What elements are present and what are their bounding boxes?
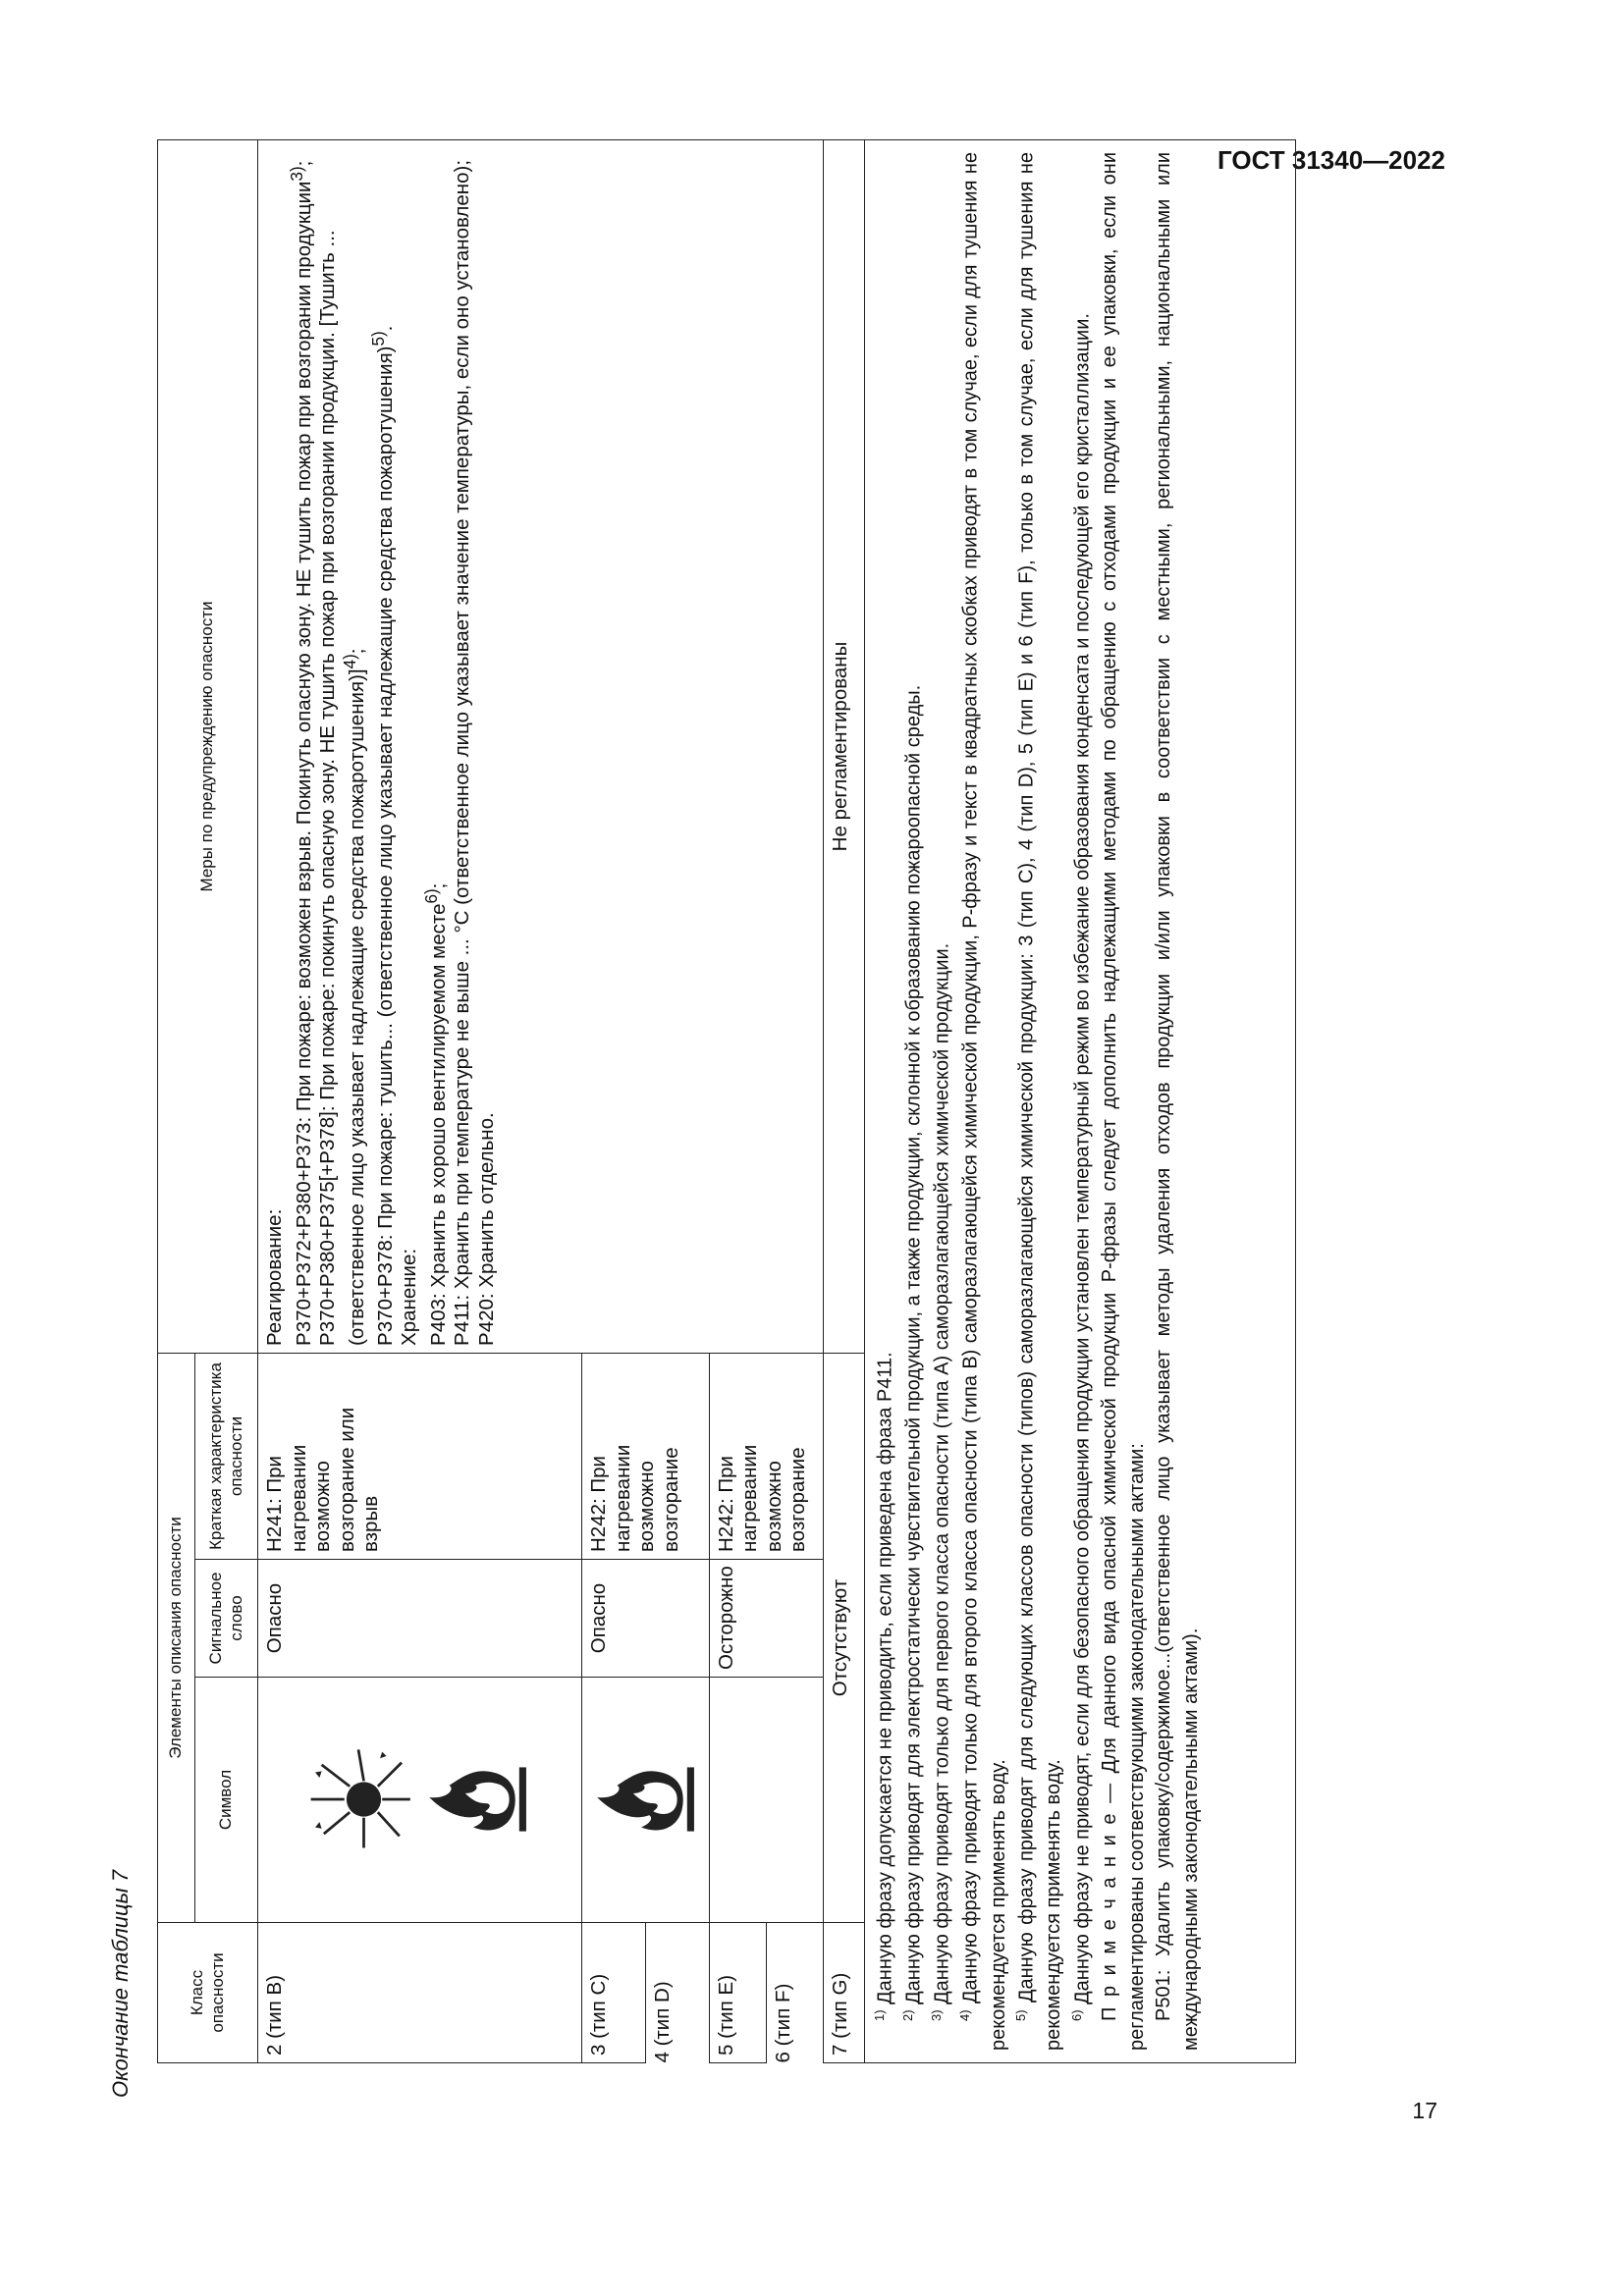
precaution-measures-cell (258, 140, 824, 1354)
class-7-cell: 7 (тип G) (823, 1923, 864, 2063)
header-symbol: Символ (195, 1678, 258, 1923)
measure-reaction-label: Реагирование: (263, 1208, 286, 1346)
exploding-bomb-icon (304, 1746, 412, 1854)
class-2-cell: 2 (тип B) (258, 1923, 582, 2063)
header-class: Класс опасности (158, 1923, 258, 2063)
measures-not-regulated-cell: Не регламентированы (823, 140, 864, 1354)
class-6-cell: 6 (тип F) (766, 1923, 823, 2063)
measure-p370-p380-p375: P370+P380+P375[+P378]: При пожаре: покинуть опасную зону. НЕ тушить пожар при возгорании продукции. [Тушить ... (ответственное лицо указывает надлежащие средства пожаротушения)]$^{4)}$; (316, 230, 368, 1346)
footnote-1: $^{1)}$ Данную фразу допускается не приводить, если приведена фраза P411. (871, 1352, 896, 2021)
signal-word-class-2: Опасно (258, 1560, 582, 1678)
table-note: П р и м е ч а н и е — Для данного вида опасной химической продукции Р-фразы следует дополнить надлежащими методами по обращению с отходами продукции и ее упаковки, если они регламентированы соответствующими законодательными актами: (1099, 152, 1148, 2051)
p501-note: Р501: Удалить упаковку/содержимое...(ответственное лицо указывает методы удаления отходов продукции и/или упаковки в соответствии с местными, региональными, национальными или международными законодательными актами). (1153, 152, 1203, 2051)
flame-icon (419, 1749, 529, 1851)
footnote-3: $^{3)}$ Данную фразу приводят только для первого класса опасности (типа А) саморазлагающейся химической продукции. (929, 942, 953, 2021)
flame-icon (587, 1749, 697, 1851)
page-number: 17 (1412, 2098, 1437, 2123)
header-signal-word: Сигнальное слово (195, 1560, 258, 1678)
class-3-cell: 3 (тип C) (582, 1923, 646, 2063)
header-measures: Меры по предупреждению опасности (158, 140, 258, 1354)
symbol-explosion-flame-cell (258, 1678, 582, 1923)
footnote-6: $^{6)}$ Данную фразу не приводят, если для безопасного обращения продукции установлен температурный режим во избежание образования конденсата и последующей его кристаллизации. (1069, 313, 1094, 2021)
hazard-statement-class-5-6: H242: При нагревании возможно возгорание (709, 1353, 823, 1559)
measure-p420: P420: Хранить отдельно. (475, 1112, 499, 1346)
class-4-cell: 4 (тип D) (645, 1923, 709, 2063)
elements-absent-cell: Отсутствуют (823, 1353, 864, 1922)
measure-p370-p378: P370+P378: При пожаре: тушить... (ответственное лицо указывает надлежащие средства пожаротушения)$^{5)}$. (369, 325, 397, 1346)
symbol-cell-5-6 (709, 1678, 823, 1923)
header-hazard-statement: Краткая характеристика опасности (195, 1353, 258, 1559)
footnotes-cell (864, 140, 1295, 2063)
measure-p411: P411: Хранить при температуре не выше ... °С (ответственное лицо указывает значение температуры, если оно установлено); (451, 159, 474, 1346)
header-elements: Элементы описания опасности (158, 1353, 195, 1922)
measure-p370-p372: P370+P372+P380+P373: При пожаре: возможен взрыв. Покинуть опасную зону. НЕ тушить пожар при возгорании продукции$^{3)}$; (287, 160, 315, 1346)
signal-word-class-5-6: Осторожно (709, 1560, 823, 1678)
footnote-5: $^{5)}$ Данную фразу приводят для следующих классов опасности (типов) саморазлагающейся химической продукции: 3 (тип С), 4 (тип D), 5 (тип Е) и 6 (тип F), только в том случае, если для тушения не рекомендуется применять воду. (1013, 152, 1065, 2051)
class-5-cell: 5 (тип E) (709, 1923, 766, 2063)
footnote-4: $^{4)}$ Данную фразу приводят только для второго класса опасности (типа В) саморазлагающейся химической продукции, Р-фразу и текст в квадратных скобках приводят в том случае, если для тушения не рекомендуется применять воду. (957, 152, 1009, 2051)
rotated-table-area (108, 134, 1296, 2098)
footnote-2: $^{2)}$ Данную фразу приводят для электростатически чувствительной продукции, а также продукции, склонной к образованию пожароопасной среды. (899, 684, 925, 2021)
measure-storage-label: Хранение: (398, 1248, 421, 1346)
measure-p403: P403: Хранить в хорошо вентилируемом месте$^{6)}$; (422, 882, 450, 1346)
table-caption: Окончание таблицы 7 (108, 1869, 133, 2098)
hazard-statement-class-2: H241: При нагревании возможно возгорание или взрыв (258, 1353, 582, 1559)
document-id: ГОСТ 31340—2022 (1218, 145, 1445, 175)
signal-word-class-3-4: Опасно (582, 1560, 710, 1678)
hazard-statement-class-3-4: H242: При нагревании возможно возгорание (582, 1353, 710, 1559)
symbol-flame-cell-3-4 (582, 1678, 710, 1923)
hazard-table (157, 139, 1296, 2063)
